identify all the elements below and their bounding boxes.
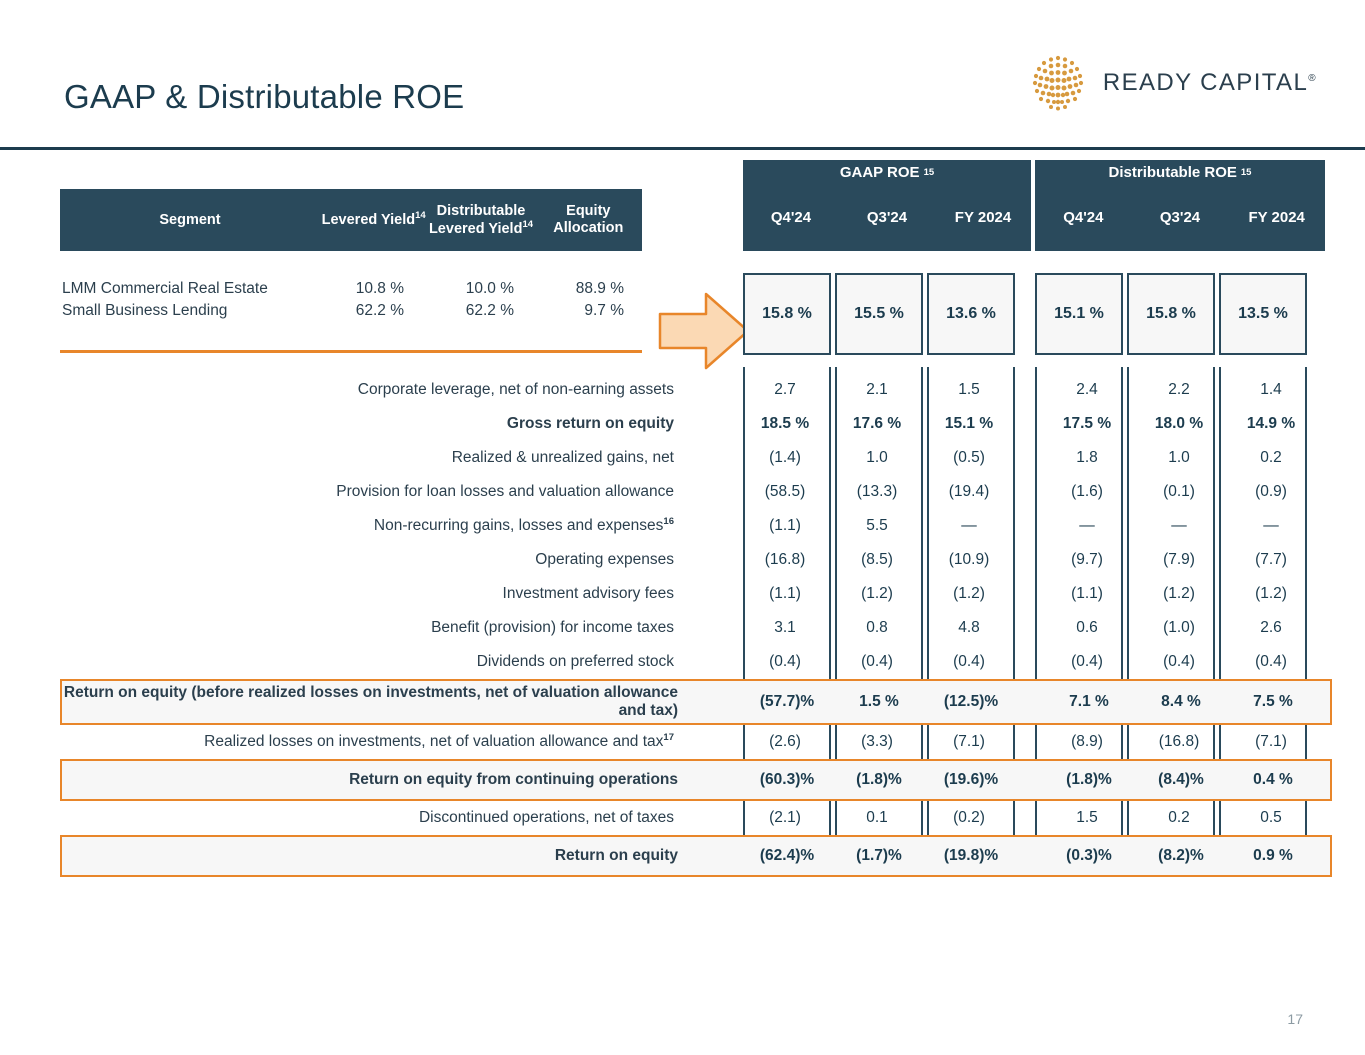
table-row: Realized & unrealized gains, net (1.4) 1.0 (0.5) 1.8 1.0 0.2 bbox=[451, 449, 1282, 467]
table-row: Gross return on equity 18.5 % 17.6 % 15.1 % 17.5 % 18.0 % 14.9 % bbox=[506, 415, 1296, 433]
summary-cell-dist-q3: 15.8 % bbox=[1127, 273, 1215, 355]
table-row: LMM Commercial Real Estate 10.8 % 10.0 % 88.9 % bbox=[62, 280, 624, 297]
table-row: Discontinued operations, net of taxes (2.1) 0.1 (0.2) 1.5 0.2 0.5 bbox=[418, 809, 1282, 827]
period-dist-fy: FY 2024 bbox=[1248, 209, 1305, 227]
summary-cell-gaap-q4: 15.8 % bbox=[743, 273, 831, 355]
page-number: 17 bbox=[1287, 1011, 1303, 1027]
page-title: GAAP & Distributable ROE bbox=[64, 78, 465, 115]
header-segment: Segment bbox=[159, 212, 221, 228]
table-row: Corporate leverage, net of non-earning assets 2.7 2.1 1.5 2.4 2.2 1.4 bbox=[357, 381, 1282, 399]
table-row: Operating expenses (16.8) (8.5) (10.9) (9.7) (7.9) (7.7) bbox=[535, 551, 1287, 569]
company-logo bbox=[1027, 52, 1317, 114]
summary-cell-gaap-q3: 15.5 % bbox=[835, 273, 923, 355]
summary-cell-gaap-fy: 13.6 % bbox=[927, 273, 1015, 355]
period-dist-q3: Q3'24 bbox=[1159, 209, 1201, 227]
summary-cell-dist-fy: 13.5 % bbox=[1219, 273, 1307, 355]
row-label-with-footnote: Non-recurring gains, losses and expenses$^{16}$ bbox=[373, 516, 674, 535]
period-headers-gaap bbox=[743, 185, 1031, 251]
table-row-highlighted: Return on equity from continuing operations (60.3)% (1.8)% (19.6)% (1.8)% (8.4)% 0.4 % bbox=[60, 759, 1332, 801]
table-row-highlighted: Return on equity (62.4)% (1.7)% (19.8)% (0.3)% (8.2)% 0.9 % bbox=[60, 835, 1332, 877]
row-label-with-footnote: Realized losses on investments, net of valuation allowance and tax$^{17}$ bbox=[204, 732, 674, 751]
segment-divider bbox=[60, 350, 642, 353]
period-gaap-q4: Q4'24 bbox=[770, 209, 812, 227]
group-header-gaap-roe: GAAP ROE 15 bbox=[743, 160, 1031, 185]
reconciliation-rows bbox=[60, 373, 1332, 877]
header-divider bbox=[0, 147, 1365, 150]
table-row: Realized losses on investments, net of valuation allowance and tax$^{17}$ (2.6) (3.3) (7.1) (8.9) (16.8) (7.1) bbox=[60, 725, 1332, 759]
table-row: Non-recurring gains, losses and expenses$^{16}$ (1.1) 5.5 — — — — bbox=[60, 509, 1332, 543]
table-row: Benefit (provision) for income taxes 3.1 0.8 4.8 0.6 (1.0) 2.6 bbox=[431, 619, 1282, 637]
header-levered-yield: Levered Yield$^{14}$ bbox=[321, 210, 426, 229]
table-row: Provision for loan losses and valuation allowance (58.5) (13.3) (19.4) (1.6) (0.1) (0.9) bbox=[336, 483, 1287, 501]
period-headers-distributable bbox=[1035, 185, 1325, 251]
logo-wordmark: READY CAPITAL® bbox=[1102, 69, 1317, 96]
period-dist-q4: Q4'24 bbox=[1063, 209, 1104, 227]
table-row: Dividends on preferred stock (0.4) (0.4) (0.4) (0.4) (0.4) (0.4) bbox=[476, 653, 1287, 671]
segment-table-header bbox=[60, 189, 642, 251]
header-distributable-levered-yield: Distributable Levered Yield$^{14}$ bbox=[428, 202, 534, 237]
ready-capital-dot-sphere-icon bbox=[1027, 52, 1089, 114]
roe-table bbox=[60, 160, 1332, 900]
table-row: Investment advisory fees (1.1) (1.2) (1.2) (1.1) (1.2) (1.2) bbox=[502, 585, 1287, 603]
period-gaap-fy: FY 2024 bbox=[954, 209, 1012, 227]
summary-cell-dist-q4: 15.1 % bbox=[1035, 273, 1123, 355]
table-row-highlighted: Return on equity (before realized losses on investments, net of valuation allowance and tax) (57.7)% 1.5 % (12.5)% 7.1 % 8.4 % 7.5 % bbox=[60, 679, 1332, 725]
group-header-distributable-roe: Distributable ROE 15 bbox=[1035, 160, 1325, 185]
segment-rows bbox=[60, 278, 642, 322]
period-gaap-q3: Q3'24 bbox=[866, 209, 908, 227]
arrow-icon bbox=[658, 290, 750, 372]
table-row: Small Business Lending 62.2 % 62.2 % 9.7 % bbox=[62, 302, 624, 319]
header-equity-allocation: Equity Allocation bbox=[553, 203, 624, 236]
